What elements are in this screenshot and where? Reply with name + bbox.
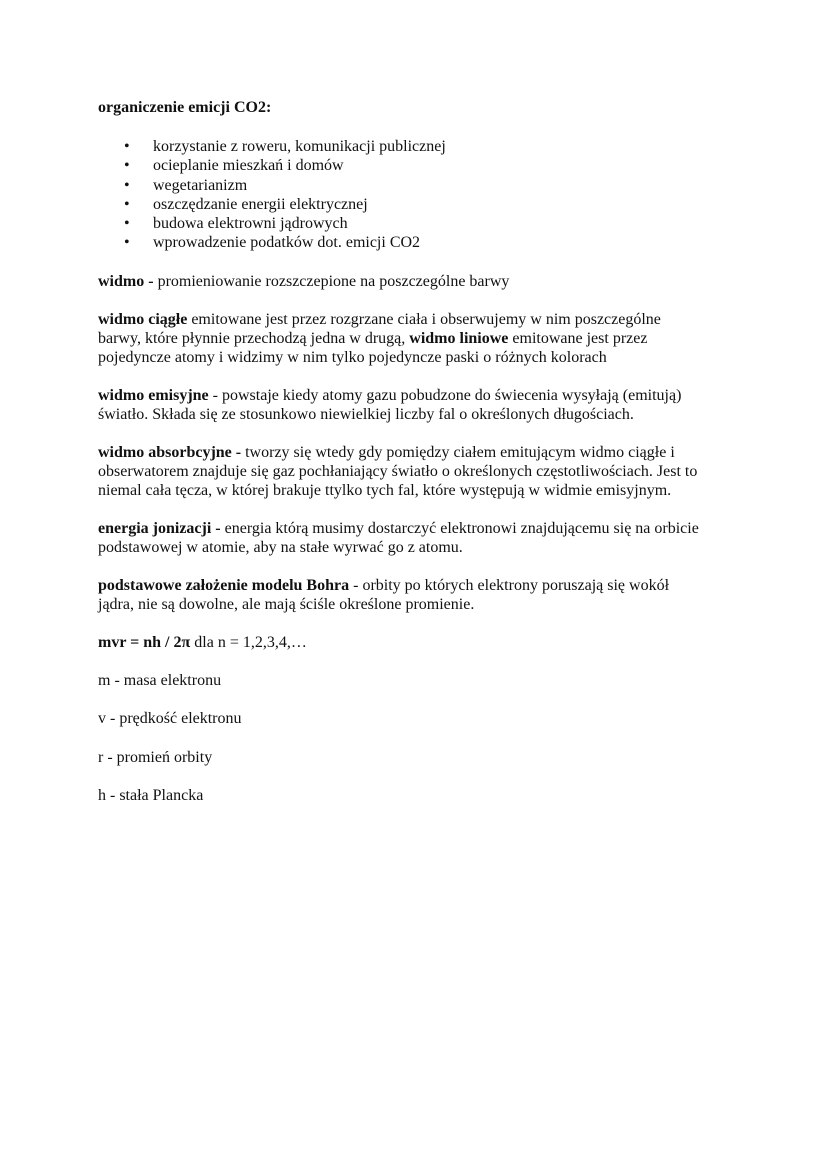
- list-item: • wegetarianizm: [124, 176, 248, 194]
- energia-jonizacji-definition: energia jonizacji - energia którą musimy dostarczyć elektronowi znajdującemu się na orbicie podstawowej w atomie, aby na stałe wyrwać go z atomu.: [98, 519, 699, 556]
- list-item: • wprowadzenie podatków dot. emicji CO2: [124, 234, 421, 252]
- co2-heading: organiczenie emicji CO2:: [98, 99, 272, 116]
- widmo-definition: widmo - promieniowanie rozszczepione na poszczególne barwy: [98, 272, 510, 290]
- list-item: • korzystanie z roweru, komunikacji publicznej: [124, 138, 446, 155]
- variable-v: v - prędkość elektronu: [98, 710, 242, 728]
- list-item: • ocieplanie mieszkań i domów: [124, 157, 344, 175]
- bullet-icon: •: [124, 195, 130, 213]
- bullet-icon: •: [124, 138, 130, 155]
- variable-m: m - masa elektronu: [98, 671, 222, 689]
- co2-list: [98, 137, 748, 253]
- bullet-icon: •: [124, 215, 130, 233]
- list-item: • budowa elektrowni jądrowych: [124, 215, 348, 233]
- document-page: [98, 98, 748, 825]
- bohr-formula: mvr = nh / 2π dla n = 1,2,3,4,…: [98, 633, 307, 651]
- bullet-icon: •: [124, 234, 130, 252]
- widmo-emisyjne-definition: widmo emisyjne - powstaje kiedy atomy gazu pobudzone do świecenia wysyłają (emitują) światło. Składa się ze stosunkowo niewielkiej liczby fal o określonych długościach.: [98, 386, 682, 423]
- widmo-absorbcyjne-definition: widmo absorbcyjne - tworzy się wtedy gdy pomiędzy ciałem emitującym widmo ciągłe i obserwatorem znajduje się gaz pochłaniający światło o określonych częstotliwościach. Jest to niemal cała tęcza, w której brakuje ttylko tych fal, które występują w widmie emisyjnym.: [98, 443, 698, 499]
- variable-h: h - stała Plancka: [98, 787, 204, 805]
- variable-r: r - promień orbity: [98, 748, 213, 766]
- list-item: • oszczędzanie energii elektrycznej: [124, 195, 368, 213]
- widmo-ciagle-definition: widmo ciągłe emitowane jest przez rozgrzane ciała i obserwujemy w nim poszczególne barwy, które płynnie przechodzą jedna w drugą, widmo liniowe emitowane jest przez pojedyncze atomy i widzimy w nim tylko pojedyncze paski o różnych kolorach: [98, 310, 661, 366]
- bullet-icon: •: [124, 176, 130, 194]
- bullet-icon: •: [124, 157, 130, 175]
- bohr-model-definition: podstawowe założenie modelu Bohra - orbity po których elektrony poruszają się wokół jądra, nie są dowolne, ale mają ściśle określone promienie.: [98, 576, 670, 613]
